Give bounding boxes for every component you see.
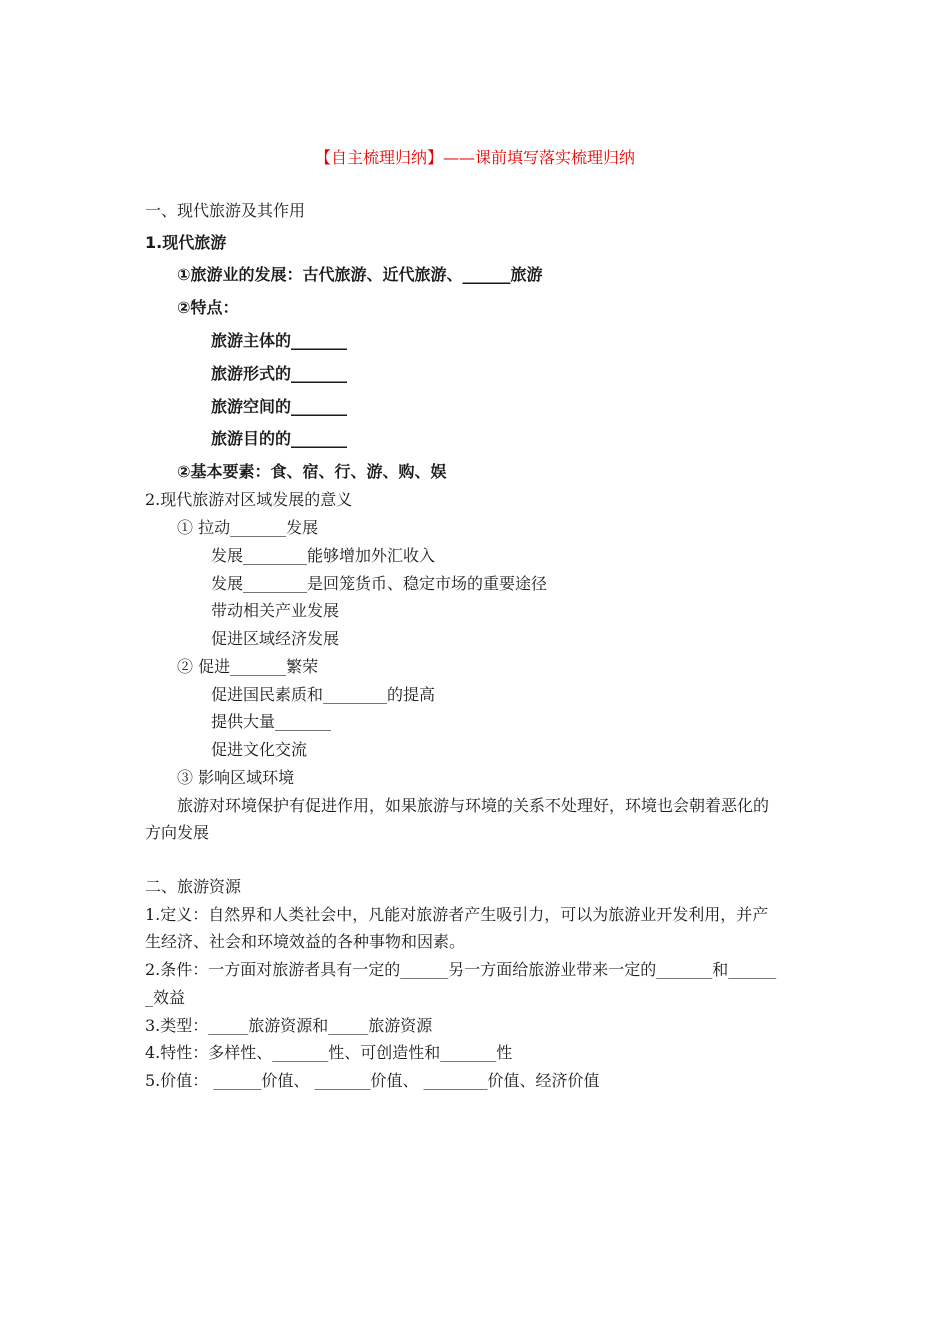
sub1-line-elements: ②基本要素：食、宿、行、游、购、娱 [177, 462, 447, 481]
sub1-line-subject: 旅游主体的_______ [211, 331, 348, 350]
sub2-line-1: ① 拉动_______发展 [177, 518, 319, 537]
section2-line-4: _效益 [145, 988, 186, 1007]
section2-line-3: 2.条件：一方面对旅游者具有一定的______另一方面给旅游业带来一定的_______和______ [145, 960, 777, 979]
sub1-line-development: ①旅游业的发展：古代旅游、近代旅游、______旅游 [177, 265, 543, 284]
sub2-line-9: 促进文化交流 [211, 740, 308, 759]
sub1-line-purpose: 旅游目的的_______ [211, 429, 348, 448]
section2-line-2: 生经济、社会和环境效益的各种事物和因素。 [145, 932, 466, 951]
section2-line-6: 4.特性：多样性、_______性、可创造性和_______性 [145, 1043, 513, 1062]
sub1-title: 1.现代旅游 [145, 233, 227, 252]
section1-heading: 一、现代旅游及其作用 [145, 201, 306, 220]
sub2-line-8: 提供大量_______ [211, 712, 332, 731]
sub1-line-space: 旅游空间的_______ [211, 397, 348, 416]
sub2-line-12: 方向发展 [145, 823, 210, 842]
sub1-line-features: ②特点： [177, 298, 239, 317]
sub2-line-10: ③ 影响区域环境 [177, 768, 295, 787]
sub2-line-11: 旅游对环境保护有促进作用，如果旅游与环境的关系不处理好，环境也会朝着恶化的 [177, 796, 770, 815]
section2-heading: 二、旅游资源 [145, 877, 242, 896]
sub2-line-6: ② 促进_______繁荣 [177, 657, 319, 676]
section2-line-5: 3.类型：_____旅游资源和_____旅游资源 [145, 1016, 433, 1035]
sub2-line-7: 促进国民素质和________的提高 [211, 685, 436, 704]
page-title: 【自主梳理归纳】——课前填写落实梳理归纳 [314, 148, 635, 167]
sub2-line-3: 发展________是回笼货币、稳定市场的重要途径 [211, 574, 548, 593]
sub1-line-form: 旅游形式的_______ [211, 364, 348, 383]
section2-line-7: 5.价值： ______价值、 _______价值、 ________价值、经济价值 [145, 1071, 600, 1090]
sub2-line-2: 发展________能够增加外汇收入 [211, 546, 436, 565]
section2-line-1: 1.定义：自然界和人类社会中，凡能对旅游者产生吸引力，可以为旅游业开发利用，并产 [145, 905, 769, 924]
watermark [555, 250, 570, 271]
sub2-title: 2.现代旅游对区域发展的意义 [145, 490, 353, 509]
sub2-line-5: 促进区域经济发展 [211, 629, 340, 648]
sub2-line-4: 带动相关产业发展 [211, 601, 340, 620]
